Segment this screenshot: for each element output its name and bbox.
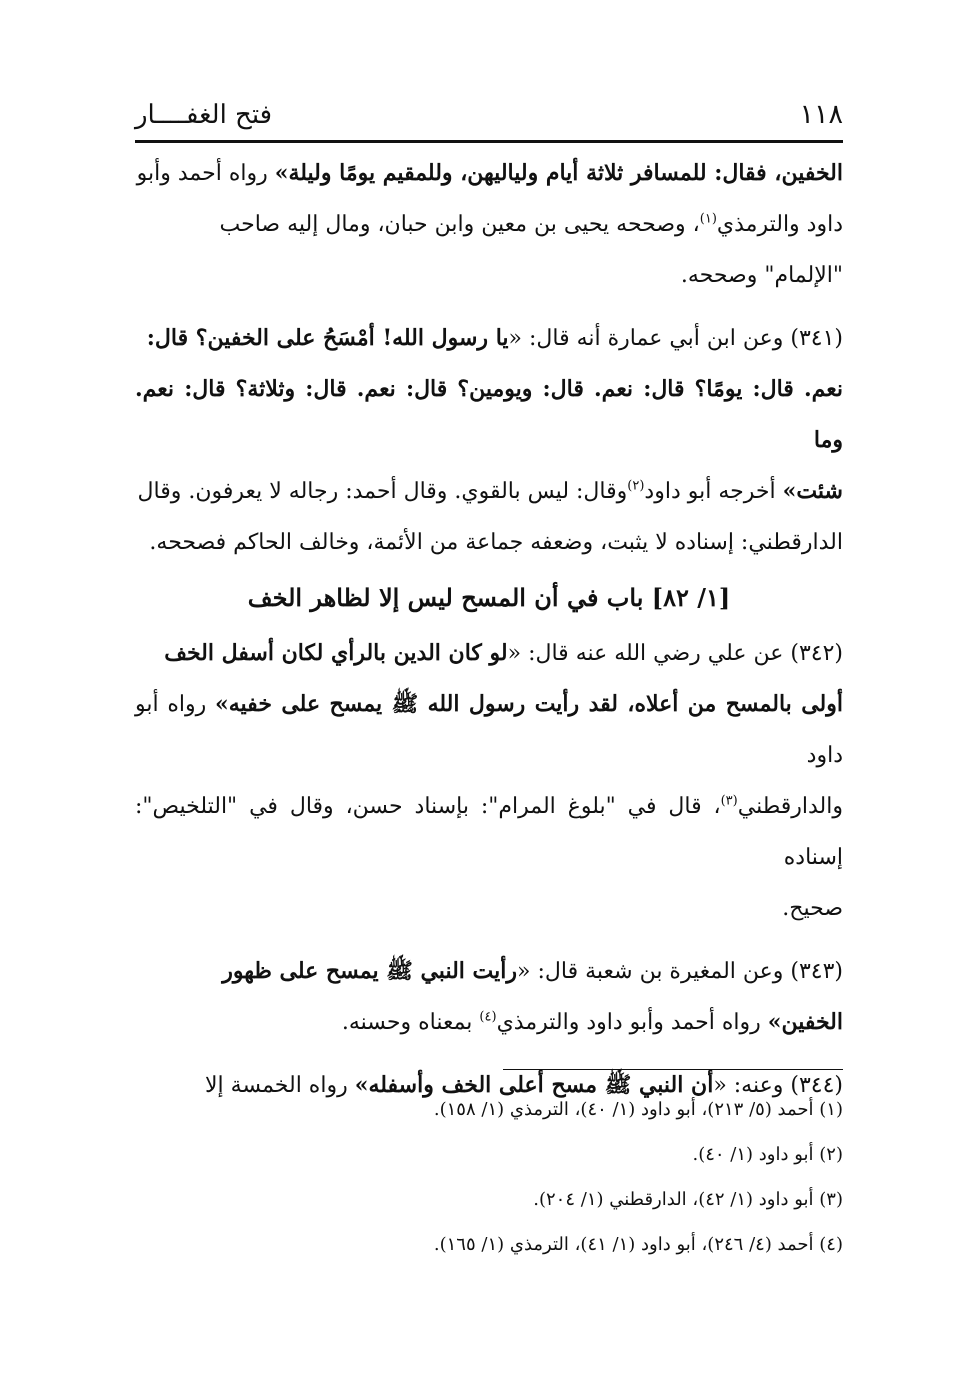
hadith-text: أولى بالمسح من أعلاه، لقد رأيت رسول الله ﷺ يمسح على خفيه» — [215, 691, 843, 717]
commentary-text: داود والترمذي — [716, 212, 843, 237]
chapter-heading: [١/ ٨٢] باب في أن المسح ليس إلا لظاهر الخف — [247, 583, 731, 612]
footnote-3: (٣) أبو داود (١/ ٤٢)، الدارقطني (١/ ٢٠٤). — [533, 1189, 843, 1210]
footnote-1: (١) أحمد (٥/ ٢١٣)، أبو داود (١/ ٤٠)، الترمذي (١/ ١٥٨). — [433, 1099, 843, 1120]
commentary-text: رواه أحمد وأبو داود والترمذي — [496, 1010, 768, 1035]
page-header — [135, 95, 843, 135]
commentary-text: رواه أحمد وأبو — [136, 161, 275, 186]
hadith-intro: (٣٤٣) وعن المغيرة بن شعبة قال: « — [517, 959, 843, 984]
footnote-2: (٢) أبو داود (١/ ٤٠). — [692, 1144, 843, 1165]
commentary-text: صحيح. — [782, 896, 843, 921]
footnote-4: (٤) أحمد (٤/ ٢٤٦)، أبو داود (١/ ٤١)، الترمذي (١/ ١٦٥). — [433, 1234, 843, 1255]
hadith-text: أن النبي ﷺ مسح أعلى الخف وأسفله» — [354, 1072, 714, 1098]
commentary-text: أخرجه أبو داود — [644, 479, 783, 504]
hadith-text: الخفين، فقال: للمسافر ثلاثة أيام ولياليهن، وللمقيم يومًا وليلة» — [274, 160, 843, 186]
commentary-text: بمعناه وحسنه. — [341, 1010, 480, 1035]
footnote-ref-2: (٢) — [627, 478, 645, 494]
hadith-intro: (٣٤٤) وعنه: « — [713, 1073, 843, 1098]
commentary-text: ، وصححه يحيى بن معين وابن حبان، ومال إليه صاحب — [219, 212, 700, 237]
main-text — [135, 148, 843, 1111]
commentary-text: "الإلمام" وصححه. — [680, 263, 843, 288]
page-number: ١١٨ — [799, 99, 843, 130]
running-title: فتح الغفــــار — [135, 100, 273, 130]
footnote-ref-3: (٣) — [720, 793, 738, 809]
commentary-text: والدارقطني — [737, 794, 843, 819]
commentary-text: وقال: ليس بالقوي. وقال أحمد: رجاله لا يعرفون. وقال — [137, 479, 628, 504]
footnotes — [135, 1087, 843, 1267]
commentary-text: الدارقطني: إسناده لا يثبت، وضعفه جماعة من الأئمة، وخالف الحاكم فصححه. — [149, 530, 843, 555]
commentary-text: رواه الخمسة إلا — [205, 1073, 355, 1098]
footnote-separator — [503, 1069, 843, 1070]
hadith-text: رأيت النبي ﷺ يمسح على ظهور — [222, 958, 518, 984]
footnote-ref-4: (٤) — [479, 1009, 497, 1025]
commentary-text: رواه أبو داود — [135, 692, 843, 768]
hadith-342 — [135, 628, 843, 934]
hadith-text: نعم. قال: يومًا؟ قال: نعم. قال: ويومين؟ قال: نعم. قال: وثلاثة؟ قال: نعم. وما — [135, 376, 843, 453]
commentary-text: ، قال في "بلوغ المرام": بإسناد حسن، وقال في "التلخيص": إسناده — [135, 794, 843, 870]
footnote-ref-1: (١) — [699, 211, 717, 227]
hadith-text: الخفين» — [767, 1009, 843, 1035]
hadith-text: يا رسول الله! أمْسَحُ على الخفين؟ قال: — [146, 325, 509, 351]
header-rule — [135, 140, 843, 143]
hadith-text: لو كان الدين بالرأي لكان أسفل الخف — [164, 640, 508, 666]
hadith-text: شئت» — [782, 478, 843, 504]
hadith-343 — [135, 946, 843, 1048]
hadith-intro: (٣٤٢) عن علي رضي الله عنه قال: « — [507, 641, 843, 666]
paragraph-continuation — [135, 148, 843, 301]
hadith-341 — [135, 313, 843, 568]
hadith-intro: (٣٤١) وعن ابن أبي عمارة أنه قال: « — [508, 326, 843, 351]
